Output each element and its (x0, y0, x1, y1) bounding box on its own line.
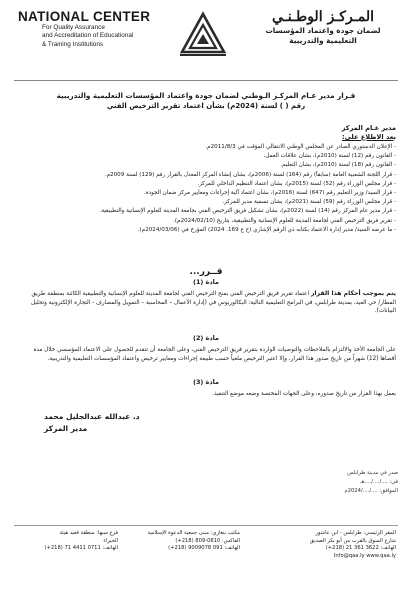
center-name-ar: المـركـز الوطـنـي (271, 9, 375, 25)
footer-line: الخبراء (103, 537, 118, 544)
footer-line: الهاتف: 0711 4411 71 (218+) (44, 545, 118, 552)
article-2-text: على الجامعة الأخذ والالتزام بالملاحظات والتوصيات الواردة بتقرير فريق الترخيص الفني، وعلى الجامعة أن تتقدم للحصول على الاعتماد المؤسسي خلال مدة أقصاها (12) شهراً من تاريخ صدور هذا القرار، وإلا اعتبر الترخيص ملغياً حسب طبيعة إجراءات ومعايير ترخيص واعتماد المؤسسات التعليمية والتدريبية. (33, 347, 396, 362)
after-review-label: بعد الاطلاع على: (342, 132, 396, 141)
decided-heading: قــرر... (189, 267, 223, 277)
footer-line: الهاتف: 091 9009078 (218+) (168, 545, 240, 552)
article-1-lead: يتم بموجب أحكام هذا القرار (310, 290, 396, 297)
article-3-text: يعمل بهذا القرار من تاريخ صدوره، وعلى الجهات المختصة وضعه موضع التنفيذ. (212, 391, 396, 397)
center-name-en: NATIONAL CENTER (18, 9, 151, 24)
center-sub-ar-2: التعليمية والتدريبية (289, 36, 357, 45)
reference-item: - قرار مجلس الوزراء رقم (59) لسنة (2021م)، بشأن تسمية مدير للمركز. (222, 199, 396, 206)
references-list (18, 143, 396, 235)
stamp-line: في: ..../..../....هـ (360, 479, 398, 485)
footer-line: مكتب بنغازي: مبنى جمعية الدعوة الإسلامية (147, 530, 240, 536)
signature-block (44, 411, 140, 435)
reference-item: - ما عرضه السيد/ مدير إدارة الاعتماد بكتابه ذي الرقم الإشاري (ح ع 169. 2024) المؤرخ في (2024/03/06م). (137, 226, 396, 233)
reference-item: - قرار اللجنة الشعبية العامة (سابقاً) رقم (164) لسنة (2006م)، بشأن إنشاء المركز المعدل بالقرار رقم (129) لسنة 2009م. (104, 171, 396, 178)
signatory-title: مدير المركز (44, 424, 88, 433)
footer-line: المقر الرئيسي: طرابلس - ابن عاشور (315, 530, 396, 536)
stamp-line: صدر في مدينة طرابلس (347, 470, 398, 476)
header-arabic (248, 8, 398, 46)
footer-sabha (18, 530, 118, 553)
reference-item: - تقرير فريق الترخيص الفني لجامعة المدينة للعلوم الإنسانية والتطبيقية، بتاريخ (2024/02/10م). (173, 217, 396, 224)
reference-item: - قرار مجلس الوزراء رقم (52) لسنة (2015م)، بشأن اعتماد التنظيم الداخلي للمركز. (197, 180, 396, 187)
article-2-label: مادة (2) (193, 334, 219, 342)
reference-item: - قرار السيد/ وزير التعليم رقم (647) لسنة (2016م)، بشأن اعتماد آلية إجراءات ومعايير مركز ضمان الجودة. (143, 190, 396, 197)
addressee: مدير عـام المركز (341, 124, 396, 132)
header-divider (14, 80, 398, 81)
addressee-block (342, 124, 396, 141)
signatory-name: د. عبدالله عبدالجليل محمد (44, 412, 140, 421)
reference-item: - القانون رقم (18) لسنة (2010م)، بشأن التعليم. (280, 162, 396, 169)
footer-contact: Info@qaa.ly www.qaa.ly (333, 552, 396, 559)
center-logo-icon (178, 8, 228, 58)
decision-title-line: قـرار مدير عـام المركـز الـوطني لضمان جودة واعتماد المؤسسات التعليمية والتدريبية (56, 91, 356, 100)
footer-line: الهاتف: 3622 361 21 (218+) (325, 545, 396, 552)
issue-stamp (314, 470, 398, 506)
reference-item: - القانون رقم (12) لسنة (2010م)، بشأن علاقات العمل. (263, 153, 396, 160)
footer-line: الفاكس: 0810-809 (218+) (175, 537, 240, 544)
footer-divider (14, 525, 398, 526)
article-3-label: مادة (3) (193, 378, 219, 386)
footer-line: شارع السوق بالقرب من أبو بكر الصديق (309, 537, 396, 544)
article-1-body (18, 290, 396, 316)
article-1-label: مادة (1) (193, 278, 219, 286)
reference-item: - الإعلان الدستوري الصادر عن المجلس الوطني الانتقالي المؤقت في 2011/8/3م. (205, 144, 396, 150)
footer-headquarters (268, 530, 396, 560)
footer-line: فرع سبها: منطقة قعيد هيئة (59, 530, 118, 536)
decision-number-line: رقم ( ) لسنة (2024م) بشأن اعتماد تقرير الترخيص الفني (106, 102, 306, 110)
reference-item: - قرار مدير عام المركز رقم (14) لسنة (2022م)، بشأن تشكيل فريق الترخيص الفني بجامعة المدينة للعلوم الإنسانية والتطبيقية. (99, 208, 396, 215)
header-english (18, 9, 168, 49)
footer-benghazi (140, 530, 240, 553)
decision-title (14, 90, 398, 112)
center-sub-ar-1: لضمان جودة واعتماد المؤسسات (265, 26, 381, 35)
center-sub-en-1: For Quality Assurance (42, 24, 105, 31)
center-sub-en-2: and Accreditation of Educational (42, 32, 134, 40)
article-1-text: اعتماد تقرير فريق الترخيص الفني بمنح الترخيص الفني لجامعة المدينة للعلوم الإنسانية والتطبيقية الكائنة بمنطقة طريق المطار/ حي العيد، بمدينة طرابلس، في البرامج التعليمية التالية: البكالوريوس في (إدارة الأعمال – المحاسبة – التمويل والمصارف - التجارة الإلكترونية وتحليل البيانات). (30, 291, 396, 315)
stamp-line: الموافق: ..../..../2024م (344, 488, 398, 494)
center-sub-en-3: & Training Institutions (42, 40, 104, 48)
